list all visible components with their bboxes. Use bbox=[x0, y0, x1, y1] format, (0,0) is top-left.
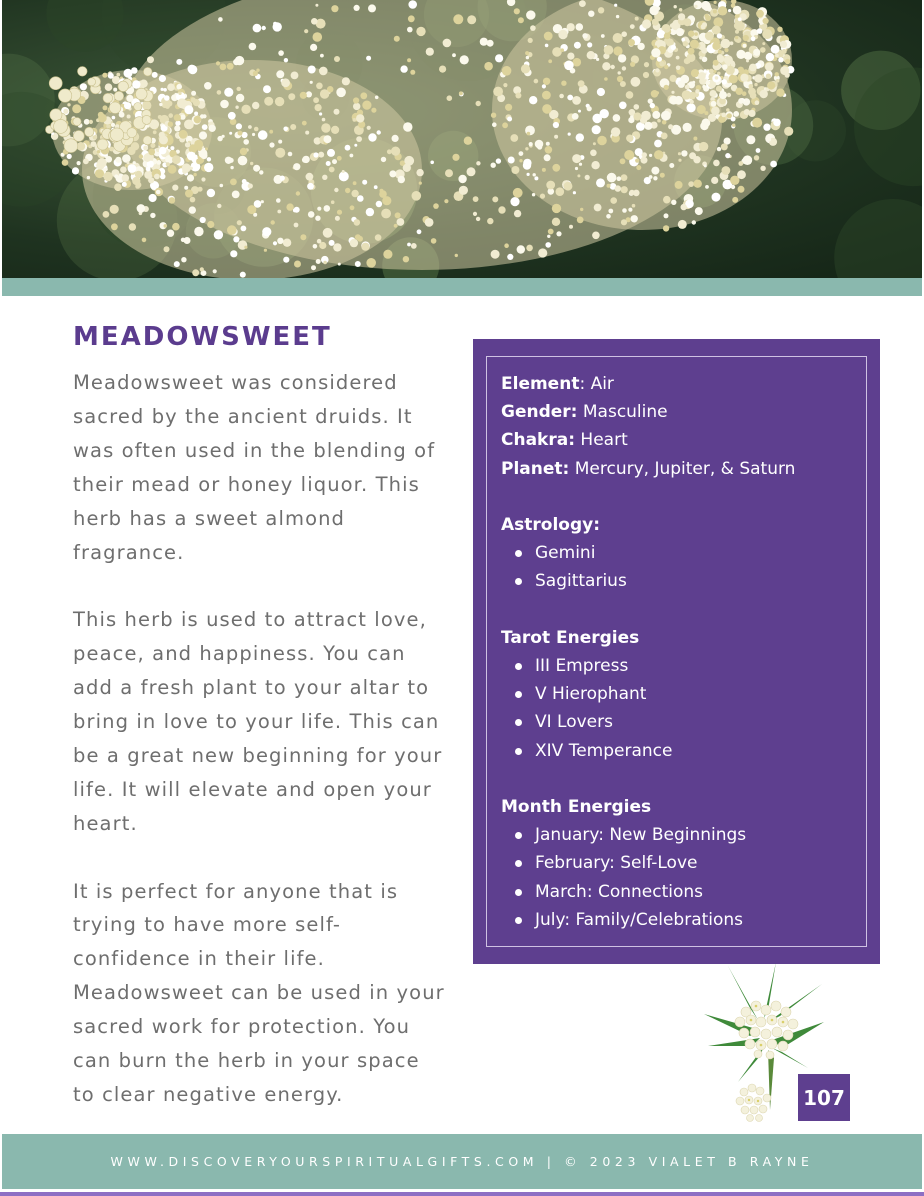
description-paragraph-3: It is perfect for anyone that is trying to have more self-confidence in their life. Meadowsweet can be used in your sacred work for protection. You can burn the herb in your space to clear negative energy. bbox=[73, 879, 445, 1106]
description-text bbox=[73, 366, 448, 1146]
list-item: July: Family/Celebrations bbox=[535, 906, 856, 934]
chakra-value: Heart bbox=[575, 430, 628, 451]
page-number: 107 bbox=[798, 1074, 850, 1121]
footer-text: WWW.DISCOVERYOURSPIRITUALGIFTS.COM | © 2023 VIALET B RAYNE bbox=[110, 1154, 814, 1169]
list-item: VI Lovers bbox=[535, 708, 856, 736]
astrology-list bbox=[501, 539, 856, 595]
meadowsweet-flower-photo bbox=[2, 0, 922, 278]
correspondences-content bbox=[501, 370, 856, 934]
list-item: V Hierophant bbox=[535, 680, 856, 708]
chakra-label: Chakra: bbox=[501, 430, 576, 451]
month-heading: Month Energies bbox=[501, 797, 652, 817]
list-item: Sagittarius bbox=[535, 567, 856, 595]
list-item: January: New Beginnings bbox=[535, 821, 856, 849]
description-paragraph-1: Meadowsweet was considered sacred by the ancient druids. It was often used in the blending of their mead or honey liquor. This herb has a sweet almond fragrance. bbox=[73, 371, 436, 564]
list-item: February: Self-Love bbox=[535, 849, 856, 877]
element-value: : Air bbox=[579, 374, 614, 394]
astrology-heading: Astrology: bbox=[501, 515, 601, 535]
description-paragraph-2: This herb is used to attract love, peace, and happiness. You can add a fresh plant to your altar to bring in love to your life. This can be a great new beginning for your life. It will elevate and open your heart. bbox=[73, 608, 443, 835]
chakra-row bbox=[501, 426, 856, 454]
header-divider-band bbox=[2, 278, 922, 296]
footer-band bbox=[2, 1134, 922, 1189]
gender-label: Gender: bbox=[501, 402, 578, 423]
gender-value: Masculine bbox=[577, 402, 668, 423]
element-row bbox=[501, 370, 856, 398]
month-list bbox=[501, 821, 856, 934]
element-label: Element bbox=[501, 374, 580, 394]
list-item: III Empress bbox=[535, 652, 856, 680]
page-title: MEADOWSWEET bbox=[73, 322, 332, 352]
correspondences-border bbox=[486, 356, 867, 947]
planet-row bbox=[501, 455, 856, 483]
list-item: Gemini bbox=[535, 539, 856, 567]
tarot-heading: Tarot Energies bbox=[501, 627, 640, 648]
flower-illustration bbox=[2, 0, 922, 278]
list-item: XIV Temperance bbox=[535, 737, 856, 765]
bottom-accent-line bbox=[0, 1192, 924, 1196]
planet-label: Planet: bbox=[501, 458, 570, 479]
planet-value: Mercury, Jupiter, & Saturn bbox=[569, 458, 796, 479]
tarot-list bbox=[501, 652, 856, 765]
gender-row bbox=[501, 398, 856, 426]
correspondences-box bbox=[473, 339, 880, 964]
list-item: March: Connections bbox=[535, 878, 856, 906]
